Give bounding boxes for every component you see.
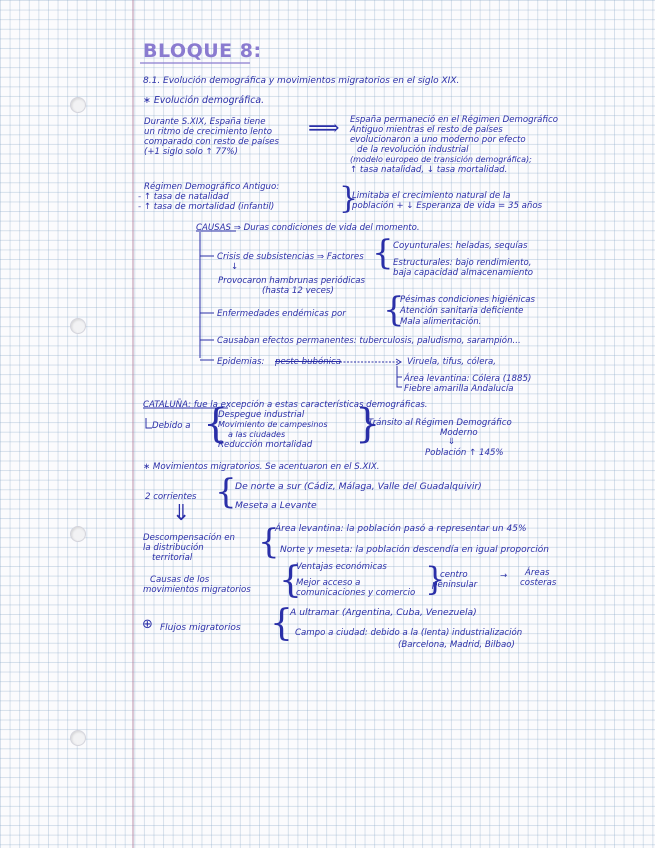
regimen-item: - ↑ tasa de mortalidad (infantil) bbox=[138, 202, 275, 212]
transito-line: Tránsito al Régimen Demográfico bbox=[368, 418, 512, 428]
margin-line bbox=[132, 0, 134, 848]
descompensacion-item: Área levantina: la población pasó a representar un 45% bbox=[275, 524, 527, 534]
durante-line: comparado con resto de países bbox=[144, 137, 279, 147]
binder-hole bbox=[70, 97, 86, 113]
espana-line: de la revolución industrial bbox=[357, 145, 469, 155]
brace-left-icon: { bbox=[203, 401, 229, 447]
causas-mig-line: movimientos migratorios bbox=[143, 585, 251, 595]
cataluna-reason: Reducción mortalidad bbox=[218, 440, 313, 450]
espana-line: ↑ tasa natalidad, ↓ tasa mortalidad. bbox=[350, 165, 508, 175]
corriente-item: De norte a sur (Cádiz, Málaga, Valle del Guadalquivir) bbox=[235, 481, 482, 492]
espana-line: (modelo europeo de transición demográfica); bbox=[350, 155, 532, 164]
brace-icon: } bbox=[425, 560, 446, 598]
poblacion-label: Población ↑ 145% bbox=[425, 448, 504, 458]
brace-icon: } bbox=[339, 181, 359, 216]
areas-line: Áreas bbox=[525, 568, 550, 578]
causa-mig-item: Ventajas económicas bbox=[296, 562, 387, 572]
causas-label: CAUSAS ⇒ Duras condiciones de vida del momento. bbox=[196, 223, 420, 233]
enfermedad-cause: Mala alimentación. bbox=[400, 317, 482, 327]
espana-line: Antiguo mientras el resto de países bbox=[350, 125, 503, 135]
plus-circle-icon: ⊕ bbox=[142, 617, 153, 632]
brace-left-icon: { bbox=[279, 560, 302, 601]
migraciones-heading: ∗ Movimientos migratorios. Se acentuaron en el S.XIX. bbox=[143, 462, 380, 472]
durante-line: un ritmo de crecimiento lento bbox=[144, 127, 273, 137]
regimen-heading: Régimen Demográfico Antiguo: bbox=[144, 182, 280, 192]
down-double-arrow-icon: ⇓ bbox=[172, 501, 191, 526]
factor-item: Estructurales: bajo rendimiento, bbox=[393, 258, 532, 268]
flujo-item: Campo a ciudad: debido a la (lenta) industrialización bbox=[295, 628, 523, 638]
binder-hole bbox=[70, 526, 86, 542]
flujo-item: (Barcelona, Madrid, Bilbao) bbox=[398, 640, 515, 650]
descompensacion-line: Descompensación en bbox=[143, 533, 235, 543]
durante-line: Durante S.XIX, España tiene bbox=[144, 117, 266, 127]
transito-line: Moderno bbox=[440, 428, 478, 438]
flujo-item: A ultramar (Argentina, Cuba, Venezuela) bbox=[290, 607, 477, 618]
double-arrow-icon: ⟹ bbox=[308, 116, 340, 141]
descompensacion-line: territorial bbox=[152, 553, 193, 563]
epidemias-label: Epidemias: bbox=[217, 357, 265, 367]
causa-mig-item: Mejor acceso a bbox=[296, 578, 361, 588]
brace-left-icon: { bbox=[372, 233, 394, 273]
causas-mig-line: Causas de los bbox=[150, 575, 210, 585]
regimen-effect: población + ↓ Esperanza de vida = 35 años bbox=[352, 201, 543, 211]
causa-mig-item: comunicaciones y comercio bbox=[296, 588, 416, 598]
page-title: BLOQUE 8: bbox=[143, 40, 262, 62]
cataluna-reason: a las ciudades bbox=[228, 430, 286, 439]
regimen-item: - ↑ tasa de natalidad bbox=[138, 192, 229, 202]
cataluna-reason: Movimiento de campesinos bbox=[218, 420, 328, 429]
enfermedades-label: Enfermedades endémicas por bbox=[217, 309, 346, 319]
flujos-label: Flujos migratorios bbox=[160, 623, 241, 633]
hambrunas-line: (hasta 12 veces) bbox=[262, 286, 334, 296]
binder-hole bbox=[70, 318, 86, 334]
hambrunas-line: Provocaron hambrunas periódicas bbox=[218, 276, 365, 286]
section-heading: 8.1. Evolución demográfica y movimientos migratorios en el siglo XIX. bbox=[143, 76, 460, 86]
epidemias-list: Viruela, tifus, cólera, bbox=[407, 357, 497, 367]
centro-line: centro bbox=[440, 570, 468, 580]
descompensacion-item: Norte y meseta: la población descendía en igual proporción bbox=[280, 545, 549, 555]
brace-icon: } bbox=[355, 401, 381, 447]
brace-left-icon: { bbox=[258, 522, 280, 562]
epidemia-sub: Área levantina: Cólera (1885) bbox=[404, 374, 532, 384]
arrow-head bbox=[396, 359, 401, 365]
epidemia-sub: Fiebre amarilla Andalucía bbox=[404, 384, 514, 394]
centro-line: peninsular bbox=[432, 580, 478, 590]
regimen-effect: Limitaba el crecimiento natural de la bbox=[352, 191, 511, 201]
corrientes-label: 2 corrientes bbox=[145, 492, 197, 502]
epidemias-struck: peste bubónica bbox=[275, 357, 342, 367]
espana-line: evolucionaron a uno moderno por efecto bbox=[350, 135, 526, 145]
down-arrow-icon: ↓ bbox=[231, 262, 239, 272]
down-arrow-icon: ⇓ bbox=[448, 437, 456, 447]
factor-item: Coyunturales: heladas, sequías bbox=[393, 241, 528, 251]
cataluna-heading: CATALUÑA: fue la excepción a estas características demográficas. bbox=[143, 400, 428, 410]
arrow-right-icon: → bbox=[500, 571, 508, 581]
enfermedad-cause: Atención sanitaria deficiente bbox=[400, 306, 524, 316]
areas-line: costeras bbox=[520, 578, 557, 588]
brace-left-icon: { bbox=[383, 290, 405, 330]
factor-item: baja capacidad almacenamiento bbox=[393, 268, 533, 278]
debido-label: Debido a bbox=[152, 421, 191, 431]
binder-hole bbox=[70, 730, 86, 746]
enfermedad-cause: Pésimas condiciones higiénicas bbox=[400, 295, 536, 305]
crisis-label: Crisis de subsistencias ⇒ Factores bbox=[217, 252, 364, 262]
subheading-demography: ∗ Evolución demográfica. bbox=[143, 95, 265, 106]
brace-left-icon: { bbox=[215, 472, 237, 512]
epidemias-branch bbox=[397, 366, 402, 387]
descompensacion-line: la distribución bbox=[143, 543, 204, 553]
efectos-permanentes: Causaban efectos permanentes: tuberculosis, paludismo, sarampión... bbox=[217, 336, 521, 346]
cataluna-reason: Despegue industrial bbox=[218, 410, 305, 420]
espana-line: España permaneció en el Régimen Demográfico bbox=[350, 115, 558, 125]
corriente-item: Meseta a Levante bbox=[235, 500, 317, 511]
durante-line: (+1 siglo solo ↑ 77%) bbox=[144, 147, 238, 157]
brace-left-icon: { bbox=[270, 603, 293, 644]
